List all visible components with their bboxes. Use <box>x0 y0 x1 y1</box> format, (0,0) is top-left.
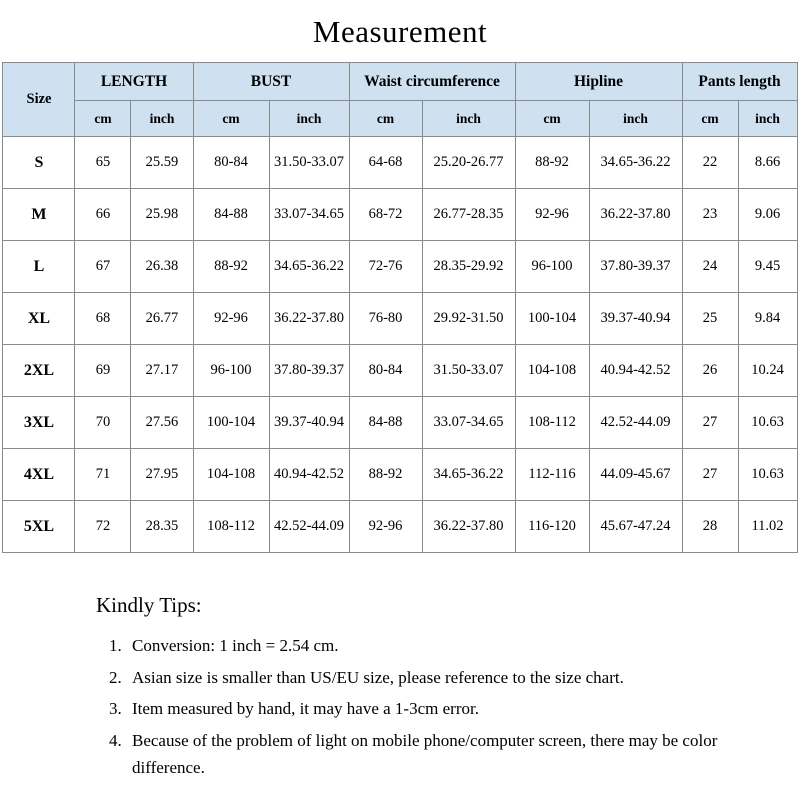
cell-waist-inch: 31.50-33.07 <box>422 345 515 397</box>
cell-bust-inch: 31.50-33.07 <box>269 137 349 189</box>
tips-item-measure-error: 3. Item measured by hand, it may have a 1-3cm error. <box>126 695 736 723</box>
cell-pants-inch: 9.45 <box>738 241 797 293</box>
header-unit-waist-cm: cm <box>349 101 422 137</box>
cell-pants-inch: 10.63 <box>738 397 797 449</box>
table-body <box>3 137 797 553</box>
table-header-group-row <box>3 63 797 101</box>
cell-waist-inch: 34.65-36.22 <box>422 449 515 501</box>
cell-waist-cm: 72-76 <box>349 241 422 293</box>
cell-length-inch: 28.35 <box>131 501 193 553</box>
cell-bust-cm: 96-100 <box>193 345 269 397</box>
page-title: Measurement <box>312 14 488 49</box>
header-unit-length-cm: cm <box>75 101 131 137</box>
table-row <box>3 189 797 241</box>
header-unit-waist-inch: inch <box>422 101 515 137</box>
header-group-length: LENGTH <box>75 63 193 101</box>
cell-pants-inch: 9.84 <box>738 293 797 345</box>
table-row <box>3 241 797 293</box>
header-unit-pants-inch: inch <box>738 101 797 137</box>
cell-bust-cm: 80-84 <box>193 137 269 189</box>
cell-bust-cm: 84-88 <box>193 189 269 241</box>
cell-bust-cm: 100-104 <box>193 397 269 449</box>
cell-hipline-cm: 88-92 <box>515 137 589 189</box>
cell-length-inch: 27.95 <box>131 449 193 501</box>
cell-waist-cm: 80-84 <box>349 345 422 397</box>
cell-bust-inch: 37.80-39.37 <box>269 345 349 397</box>
tips-item-color-difference: 4. Because of the problem of light on mobile phone/computer screen, there may be color difference. <box>126 727 736 782</box>
header-group-hipline: Hipline <box>515 63 682 101</box>
cell-pants-inch: 8.66 <box>738 137 797 189</box>
header-unit-length-inch: inch <box>131 101 193 137</box>
cell-waist-inch: 36.22-37.80 <box>422 501 515 553</box>
cell-waist-inch: 33.07-34.65 <box>422 397 515 449</box>
cell-bust-cm: 88-92 <box>193 241 269 293</box>
cell-length-cm: 67 <box>75 241 131 293</box>
cell-hipline-inch: 37.80-39.37 <box>589 241 682 293</box>
cell-hipline-inch: 40.94-42.52 <box>589 345 682 397</box>
cell-waist-inch: 25.20-26.77 <box>422 137 515 189</box>
cell-length-inch: 26.77 <box>131 293 193 345</box>
cell-waist-inch: 26.77-28.35 <box>422 189 515 241</box>
cell-hipline-inch: 39.37-40.94 <box>589 293 682 345</box>
row-size-label: 2XL <box>3 345 75 397</box>
header-group-pants-length: Pants length <box>682 63 797 101</box>
cell-pants-cm: 26 <box>682 345 738 397</box>
row-size-label: 3XL <box>3 397 75 449</box>
cell-length-cm: 68 <box>75 293 131 345</box>
row-size-label: S <box>3 137 75 189</box>
table-row <box>3 501 797 553</box>
row-size-label: L <box>3 241 75 293</box>
cell-bust-cm: 92-96 <box>193 293 269 345</box>
header-unit-bust-cm: cm <box>193 101 269 137</box>
cell-length-cm: 66 <box>75 189 131 241</box>
table-header <box>3 63 797 137</box>
cell-length-cm: 65 <box>75 137 131 189</box>
cell-hipline-cm: 116-120 <box>515 501 589 553</box>
cell-pants-inch: 10.63 <box>738 449 797 501</box>
cell-hipline-cm: 108-112 <box>515 397 589 449</box>
cell-hipline-inch: 45.67-47.24 <box>589 501 682 553</box>
header-unit-hipline-cm: cm <box>515 101 589 137</box>
header-group-bust: BUST <box>193 63 349 101</box>
cell-hipline-cm: 112-116 <box>515 449 589 501</box>
table-row <box>3 137 797 189</box>
cell-bust-inch: 34.65-36.22 <box>269 241 349 293</box>
table-row <box>3 293 797 345</box>
row-size-label: XL <box>3 293 75 345</box>
cell-bust-inch: 39.37-40.94 <box>269 397 349 449</box>
cell-length-cm: 69 <box>75 345 131 397</box>
cell-hipline-inch: 42.52-44.09 <box>589 397 682 449</box>
tips-item-conversion: 1. Conversion: 1 inch = 2.54 cm. <box>126 632 736 660</box>
cell-waist-cm: 76-80 <box>349 293 422 345</box>
row-size-label: 5XL <box>3 501 75 553</box>
tips-title: Kindly Tips: <box>96 593 202 617</box>
cell-length-inch: 26.38 <box>131 241 193 293</box>
row-size-label: M <box>3 189 75 241</box>
cell-waist-cm: 84-88 <box>349 397 422 449</box>
cell-length-inch: 27.17 <box>131 345 193 397</box>
cell-bust-inch: 42.52-44.09 <box>269 501 349 553</box>
cell-pants-cm: 25 <box>682 293 738 345</box>
cell-pants-inch: 10.24 <box>738 345 797 397</box>
cell-pants-inch: 9.06 <box>738 189 797 241</box>
cell-waist-cm: 64-68 <box>349 137 422 189</box>
measurement-table <box>2 62 797 553</box>
cell-pants-cm: 27 <box>682 397 738 449</box>
table-header-unit-row <box>3 101 797 137</box>
cell-pants-cm: 22 <box>682 137 738 189</box>
kindly-tips-section <box>96 593 736 782</box>
cell-hipline-cm: 104-108 <box>515 345 589 397</box>
cell-waist-cm: 92-96 <box>349 501 422 553</box>
cell-length-inch: 25.59 <box>131 137 193 189</box>
table-row <box>3 449 797 501</box>
cell-hipline-cm: 96-100 <box>515 241 589 293</box>
cell-length-cm: 71 <box>75 449 131 501</box>
cell-bust-cm: 108-112 <box>193 501 269 553</box>
cell-pants-cm: 23 <box>682 189 738 241</box>
cell-length-inch: 25.98 <box>131 189 193 241</box>
cell-length-inch: 27.56 <box>131 397 193 449</box>
cell-bust-inch: 40.94-42.52 <box>269 449 349 501</box>
header-group-waist: Waist circumference <box>349 63 515 101</box>
row-size-label: 4XL <box>3 449 75 501</box>
cell-bust-inch: 36.22-37.80 <box>269 293 349 345</box>
header-unit-pants-cm: cm <box>682 101 738 137</box>
cell-hipline-inch: 34.65-36.22 <box>589 137 682 189</box>
cell-hipline-inch: 44.09-45.67 <box>589 449 682 501</box>
tips-list <box>96 632 736 782</box>
cell-length-cm: 72 <box>75 501 131 553</box>
cell-waist-inch: 29.92-31.50 <box>422 293 515 345</box>
cell-hipline-cm: 100-104 <box>515 293 589 345</box>
cell-bust-inch: 33.07-34.65 <box>269 189 349 241</box>
header-unit-bust-inch: inch <box>269 101 349 137</box>
cell-pants-cm: 27 <box>682 449 738 501</box>
header-size: Size <box>3 63 75 137</box>
header-unit-hipline-inch: inch <box>589 101 682 137</box>
cell-bust-cm: 104-108 <box>193 449 269 501</box>
table-row <box>3 345 797 397</box>
cell-pants-cm: 24 <box>682 241 738 293</box>
cell-waist-cm: 68-72 <box>349 189 422 241</box>
cell-pants-cm: 28 <box>682 501 738 553</box>
table-row <box>3 397 797 449</box>
tips-item-asian-size: 2. Asian size is smaller than US/EU size, please reference to the size chart. <box>126 664 736 692</box>
cell-length-cm: 70 <box>75 397 131 449</box>
cell-hipline-cm: 92-96 <box>515 189 589 241</box>
cell-waist-cm: 88-92 <box>349 449 422 501</box>
cell-waist-inch: 28.35-29.92 <box>422 241 515 293</box>
cell-hipline-inch: 36.22-37.80 <box>589 189 682 241</box>
cell-pants-inch: 11.02 <box>738 501 797 553</box>
